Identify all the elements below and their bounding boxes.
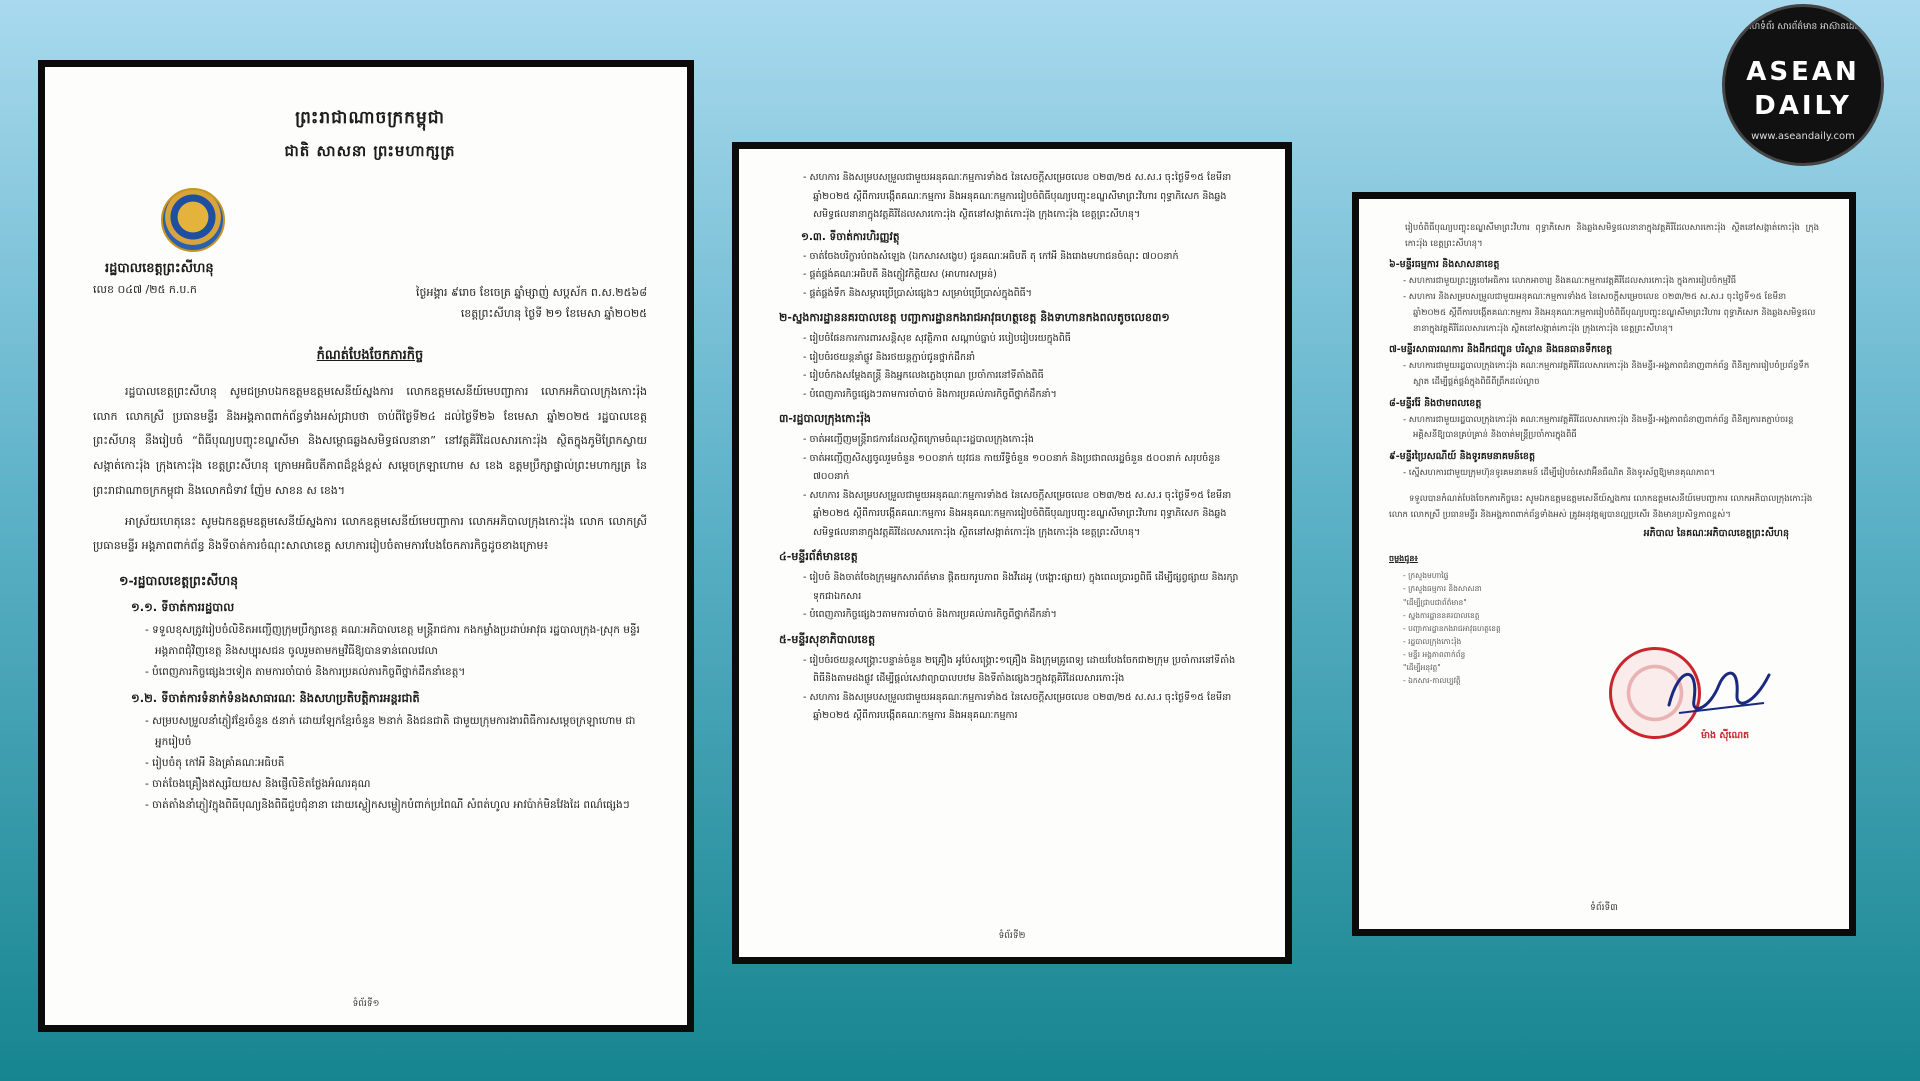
list-item: - រៀបចំតុ កៅអី និងគ្រាំគណៈអធិបតី [145,753,647,774]
list-item: - បំពេញភារកិច្ចផ្សេងៗទៀត តាមការចាំបាច់ និងការប្រគល់ភារកិច្ចពីថ្នាក់ដឹកនាំខេត្ត។ [145,662,647,683]
province-emblem-icon [161,188,225,252]
page-number: ទំព័រទី១ [352,999,380,1009]
solar-date: ខេត្តព្រះសីហនុ ថ្ងៃទី ២១ ខែមេសា ឆ្នាំ២០២៥ [460,306,647,320]
lunar-date: ថ្ងៃអង្គារ ៩រោច ខែចេត្រ ឆ្នាំម្សាញ់ សប្តស័ក ព.ស.២៥៦៨ [416,286,647,299]
subsection-heading: ១.៣. ទីចាត់ការហិរញ្ញវត្ថុ [801,230,900,243]
list-item: - សហការជាមួយរដ្ឋបាលក្រុងកោះរ៉ុង គណៈកម្មការវត្តគិរីដែលសារកោះរ៉ុង និងមន្ទីរ-អង្គភាពជំនាញពាក់ព័ន្ធ ពិនិត្យការតភ្ជាប់ចរន្តអគ្គិសនីឱ្យបានគ្រប់គ្រាន់ និងចាត់មន្ត្រីប្រចាំការក្នុងពិធី [1403,413,1819,444]
document-page-2 [732,142,1292,964]
logo-word-daily: DAILY [1754,91,1852,121]
section-heading: ១-រដ្ឋបាលខេត្តព្រះសីហនុ [119,573,239,589]
list-item: - ចាត់តាំងនាំភ្ញៀវក្នុងពិធីបុណ្យនិងពិធីជួបជុំនានា ដោយស្លៀកសម្លៀកបំពាក់ប្រពៃណី សំពត់ហូល អាវប៉ាក់មិនវែងដៃ ពណ៌ផ្សេងៗ [145,795,647,816]
closing-paragraph: ទទួលបានកំណត់បែងចែកភារកិច្ចនេះ សូមឯកឧត្តមឧត្តមសេនីយ៍ស្នងការ លោកឧត្តមសេនីយ៍មេបញ្ជាការ លោកអភិបាលក្រុងកោះរ៉ុង លោក លោកស្រី ប្រធានមន្ទីរ និងអង្គភាពពាក់ព័ន្ធទាំងអស់ ត្រូវអនុវត្តឲ្យបានល្អប្រសើរ និងមានប្រសិទ្ធភាពខ្ពស់។ [1389,493,1813,520]
list-item: - ចាត់អញ្ជើញមន្ត្រីរាជការដែលស្ថិតក្រោមចំណុះរដ្ឋបាលក្រុងកោះរ៉ុង [803,431,1245,450]
logo-word-asean: ASEAN [1746,57,1860,87]
issuer-name: រដ្ឋបាលខេត្តព្រះសីហនុ [105,261,214,276]
request-paragraph: អាស្រ័យហេតុនេះ សូមឯកឧត្តមឧត្តមសេនីយ៍ស្នងការ លោកឧត្តមសេនីយ៍មេបញ្ជាការ លោកអភិបាលក្រុងកោះរ៉ុង លោក លោកស្រីប្រធានមន្ទីរ អង្គភាពពាក់ព័ន្ធ និងទីចាត់ការចំណុះសាលាខេត្ត សហការរៀបចំតាមការបែងចែកភារកិច្ចដូចខាងក្រោម៖ [93,514,647,553]
section-heading: ៨-មន្ទីររ៉ែ និងថាមពលខេត្ត [1389,397,1482,409]
section-heading: ៧-មន្ទីរសាធារណការ និងដឹកជញ្ជូន បរិស្ថាន និងធនធានទឹកខេត្ត [1389,344,1613,356]
section-heading: ៣-រដ្ឋបាលក្រុងកោះរ៉ុង [779,412,871,426]
signature-icon [1659,655,1779,725]
list-item: - សហការជាមួយព្រះគ្រូចៅអធិការ លោកអាចារ្យ និងគណៈកម្មការវត្តគិរីដែលសារកោះរ៉ុង ក្នុងការរៀបចំកម្មវិធី [1403,274,1819,290]
list-item: - ផ្គត់ផ្គង់ទឹក និងសម្ភារប្រើប្រាស់ផ្សេងៗ សម្រាប់ប្រើប្រាស់ក្នុងពិធី។ [803,285,1245,304]
subsection-heading: ១.២. ទីចាត់ការទំនាក់ទំនងសាធារណៈ និងសហប្រតិបត្តិការអន្តរជាតិ [131,691,420,706]
list-item: - បំពេញភារកិច្ចផ្សេងៗតាមការចាំបាច់ និងការប្រគល់ភារកិច្ចពីថ្នាក់ដឹកនាំ។ [803,386,1245,405]
recipient-item: - បញ្ជាការដ្ឋានកងរាជអាវុធហត្ថខេត្ត [1403,623,1501,633]
list-item: - ចាត់ចែងគ្រឿងឥស្សរិយយស និងផ្ញើលិខិតថ្លែងអំណរគុណ [145,774,647,795]
document-title: កំណត់បែងចែកភារកិច្ច [316,347,424,363]
lead-paragraph: រៀបចំពិធីបុណ្យបញ្ចុះខណ្ឌសីមាព្រះវិហារ ពុទ្ធាភិសេក និងឆ្លងសមិទ្ធផលនានាក្នុងវត្តគិរីដែលសារកោះរ៉ុង ស្ថិតនៅសង្កាត់កោះរ៉ុង ក្រុងកោះរ៉ុង ខេត្តព្រះសីហនុ។ [1405,223,1819,249]
kingdom-header: ព្រះរាជាណាចក្រកម្ពុជា [295,108,445,128]
subsection-heading: ១.១. ទីចាត់ការរដ្ឋបាល [131,600,235,615]
logo-url: www.aseandaily.com [1751,131,1855,142]
signer-name: ម៉ាង ស៊ីណេត [1701,730,1750,741]
list-item: - រៀបចំផែនការការពារសន្តិសុខ សុវត្ថិភាព សណ្តាប់ធ្នាប់ របៀបរៀបរយក្នុងពិធី [803,330,1245,349]
list-item: - សហការ និងសម្របសម្រួលជាមួយអនុគណៈកម្មការទាំង៥ នៃសេចក្តីសម្រេចលេខ ០២៣/២៥ ស.ស.រ ចុះថ្ងៃទី១៥ ខែមីនា ឆ្នាំ២០២៥ ស្តីពីការបង្កើតគណៈកម្មការ និងអនុគណៈកម្មការ [803,689,1245,726]
list-item: - ចាត់អញ្ជើញសិស្សចូលរួមចំនួន ១០០នាក់ យុវជន កាយរឹទ្ធិចំនួន ១០០នាក់ និងប្រជាពលរដ្ឋចំនួន ៥០០នាក់ សរុបចំនួន ៧០០នាក់ [803,450,1245,487]
recipient-item: - ស្នងការដ្ឋាននគរបាលខេត្ត [1403,610,1480,620]
logo-ring-text: គេហទំព័រ សារព័ត៌មាន អាស៊ានដេលី [1743,22,1863,32]
list-item: - រៀបចំ និងចាត់ចែងក្រុមអ្នកសារព័ត៌មាន ផ្តិតយករូបភាព និងវីដេអូ (បង្ហោះផ្សាយ) ក្នុងពេលប្រារព្ធពិធី ដើម្បីផ្សព្វផ្សាយ និងរក្សាទុកជាឯកសារ [803,569,1245,606]
list-item: - ស្នើសហការជាមួយក្រុមហ៊ុនទូរគមនាគមន៍ ដើម្បីរៀបចំសេវាអ៊ីនធឺណិត និងទូរស័ព្ទឱ្យមានគុណភាព។ [1403,466,1819,482]
list-item: - រៀបចំរថយន្តសង្គ្រោះបន្ទាន់ចំនួន ២គ្រឿង អូប៉ែសង្គ្រោះ១គ្រឿង និងក្រុមគ្រូពេទ្យ ដោយបែងចែកជា២ក្រុម ប្រចាំការនៅទីតាំងពិធីនិងតាមដងផ្លូវ ដើម្បីផ្តល់សេវាព្យាបាលបឋម និងទីតាំងផ្សេងៗក្នុងវត្តគិរីដែលសារកោះរ៉ុង [803,652,1245,689]
recipient-item: - មន្ទីរ អង្គភាពពាក់ព័ន្ធ [1403,650,1466,660]
list-item: - ផ្គត់ផ្គង់គណៈអធិបតី និងភ្ញៀវកិត្តិយស (អាហារសម្រន់) [803,266,1245,285]
recipient-item: - ក្រសួងធម្មការ និងសាសនា [1403,584,1482,594]
list-item: - សហការ និងសម្របសម្រួលជាមួយអនុគណៈកម្មការទាំង៥ នៃសេចក្តីសម្រេចលេខ ០២៣/២៥ ស.ស.រ ចុះថ្ងៃទី១៥ ខែមីនា ឆ្នាំ២០២៥ ស្តីពីការបង្កើតគណៈកម្មការ និងអនុគណៈកម្មការរៀបចំពិធីបុណ្យបញ្ចុះខណ្ឌសីមាព្រះវិហារ ពុទ្ធាភិសេក និងឆ្លងសមិទ្ធផលនានាក្នុងវត្តគិរីដែលសារកោះរ៉ុង ស្ថិតនៅសង្កាត់កោះរ៉ុង ក្រុងកោះរ៉ុង ខេត្តព្រះសីហនុ។ [1403,290,1819,337]
recipient-item: - រដ្ឋបាលក្រុងកោះរ៉ុង [1403,636,1462,646]
list-item: - រៀបចំរថយន្តនាំផ្លូវ និងរថយន្តភ្ជាប់ជូនថ្នាក់ដឹកនាំ [803,349,1245,368]
document-meta [93,283,647,325]
section-heading: ៦-មន្ទីរធម្មការ និងសាសនាខេត្ត [1389,259,1500,271]
recipients-label: ចម្លងជូន៖ [1389,554,1418,564]
signatory-title: អភិបាល នៃគណៈអភិបាលខេត្តព្រះសីហនុ [1643,528,1789,540]
section-heading: ៩-មន្ទីរប្រៃសណីយ៍ និងទូរគមនាគមន៍ខេត្ត [1389,451,1535,463]
reference-number: លេខ ០៤៧ /២៥ ក.ប.ក [93,283,197,296]
list-item: - សហការជាមួយរដ្ឋបាលក្រុងកោះរ៉ុង គណៈកម្មការវត្តគិរីដែលសារកោះរ៉ុង និងមន្ទីរ-អង្គភាពជំនាញពាក់ព័ន្ធ ពិនិត្យការរៀបចំប្រព័ន្ធទឹកស្អាត ដើម្បីផ្គត់ផ្គង់ក្នុងពិធីពីព្រឹកដល់ល្ងាច [1403,359,1819,390]
document-page-3 [1352,192,1856,936]
list-item: - បំពេញភារកិច្ចផ្សេងៗតាមការចាំបាច់ និងការប្រគល់ភារកិច្ចពីថ្នាក់ដឹកនាំ។ [803,606,1245,625]
recipient-item: "ដើម្បីជ្រាបជាព័ត៌មាន" [1403,597,1467,607]
intro-paragraph: រដ្ឋបាលខេត្តព្រះសីហនុ សូមជម្រាបឯកឧត្តមឧត្តមសេនីយ៍ស្នងការ លោកឧត្តមសេនីយ៍មេបញ្ជាការ លោកអភិបាលក្រុងកោះរ៉ុង លោក លោកស្រី ប្រធានមន្ទីរ និងអង្គភាពពាក់ព័ន្ធទាំងអស់ជ្រាបថា ចាប់ពីថ្ងៃទី២៤ ដល់ថ្ងៃទី២៦ ខែមេសា ឆ្នាំ២០២៥ រដ្ឋបាលខេត្តព្រះសីហនុ នឹងរៀបចំ “ពិធីបុណ្យបញ្ចុះខណ្ឌសីមា និងសម្ពោធឆ្លងសមិទ្ធផលនានា” នៅវត្តគិរីដែលសារកោះរ៉ុង ស្ថិតក្នុងភូមិព្រែកស្វាយ សង្កាត់កោះរ៉ុង ក្រុងកោះរ៉ុង ខេត្តព្រះសីហនុ ក្រោមអធិបតីភាពដ៏ខ្ពង់ខ្ពស់ សម្តេចក្រឡាហោម ស ខេង ឧត្តមប្រឹក្សាផ្ទាល់ព្រះមហាក្សត្រ នៃព្រះរាជាណាចក្រកម្ពុជា និងលោកជំទាវ ញ៉ែម សាខន ស ខេង។ [93,384,647,497]
section-heading: ២-ស្នងការដ្ឋាននគរបាលខេត្ត បញ្ជាការដ្ឋានកងរាជអាវុធហត្ថខេត្ត និងទាហានកងពលតូចលេខ៣១ [779,311,1170,325]
list-item: - សហការ និងសម្របសម្រួលជាមួយអនុគណៈកម្មការទាំង៥ នៃសេចក្តីសម្រេចលេខ ០២៣/២៥ ស.ស.រ ចុះថ្ងៃទី១៥ ខែមីនា ឆ្នាំ២០២៥ ស្តីពីការបង្កើតគណៈកម្មការ និងអនុគណៈកម្មការរៀបចំពិធីបុណ្យបញ្ចុះខណ្ឌសីមាព្រះវិហារ ពុទ្ធាភិសេក និងឆ្លងសមិទ្ធផលនានាក្នុងវត្តគិរីដែលសារកោះរ៉ុង ស្ថិតនៅសង្កាត់កោះរ៉ុង ក្រុងកោះរ៉ុង ខេត្តព្រះសីហនុ។ [803,487,1245,543]
list-item: - ទទួលខុសត្រូវរៀបចំលិខិតអញ្ជើញក្រុមប្រឹក្សាខេត្ត គណៈអភិបាលខេត្ត មន្ត្រីរាជការ កងកម្លាំងប្រដាប់អាវុធ រដ្ឋបាលក្រុង-ស្រុក មន្ទីរ អង្គភាពជុំវិញខេត្ត និងសប្បុរសជន ចូលរួមតាមកម្មវិធីឱ្យបានទាន់ពេលវេលា [145,620,647,662]
asean-daily-logo [1722,4,1884,166]
page-number: ទំព័រទី៣ [1590,903,1618,913]
page-number: ទំព័រទី២ [998,931,1026,941]
motto-header: ជាតិ សាសនា ព្រះមហាក្សត្រ [284,142,456,160]
list-item: - សម្របសម្រួលនាំភ្ញៀវខ្មែរចំនួន ៥នាក់ ដោយឡែកខ្មែរចំនួន ២នាក់ និងជនជាតិ ជាមួយក្រុមការងារពិធីការសម្តេចក្រឡាហោម ជាអ្នករៀបចំ [145,711,647,753]
section-heading: ៤-មន្ទីរព័ត៌មានខេត្ត [779,550,858,564]
list-item: - រៀបចំកងសម្តែងតន្ត្រី និងអ្នកលេងភ្លេងបុរាណ ប្រចាំការនៅទីតាំងពិធី [803,367,1245,386]
document-page-1 [38,60,694,1032]
recipient-item: "ដើម្បីអនុវត្ត" [1403,663,1441,673]
recipient-item: - ឯកសារ-កាលប្បវត្តិ [1403,676,1461,686]
list-item: - សហការ និងសម្របសម្រួលជាមួយអនុគណៈកម្មការទាំង៥ នៃសេចក្តីសម្រេចលេខ ០២៣/២៥ ស.ស.រ ចុះថ្ងៃទី១៥ ខែមីនា ឆ្នាំ២០២៥ ស្តីពីការបង្កើតគណៈកម្មការ និងអនុគណៈកម្មការរៀបចំពិធីបុណ្យបញ្ចុះខណ្ឌសីមាព្រះវិហារ ពុទ្ធាភិសេក និងឆ្លងសមិទ្ធផលនានាក្នុងវត្តគិរីដែលសារកោះរ៉ុង ស្ថិតនៅសង្កាត់កោះរ៉ុង ក្រុងកោះរ៉ុង ខេត្តព្រះសីហនុ។ [803,169,1245,225]
recipient-item: - ក្រសួងមហាផ្ទៃ [1403,571,1449,581]
section-heading: ៥-មន្ទីរសុខាភិបាលខេត្ត [779,632,876,646]
list-item: - ចាត់ចែងបរិក្ខារបំពងសំឡេង (ឯកសារសង្ខេប) ជូនគណៈអធិបតី តុ កៅអី និងរោងមហាជនចំណុះ ៧០០នាក់ [803,248,1245,267]
document-dates [326,283,647,325]
